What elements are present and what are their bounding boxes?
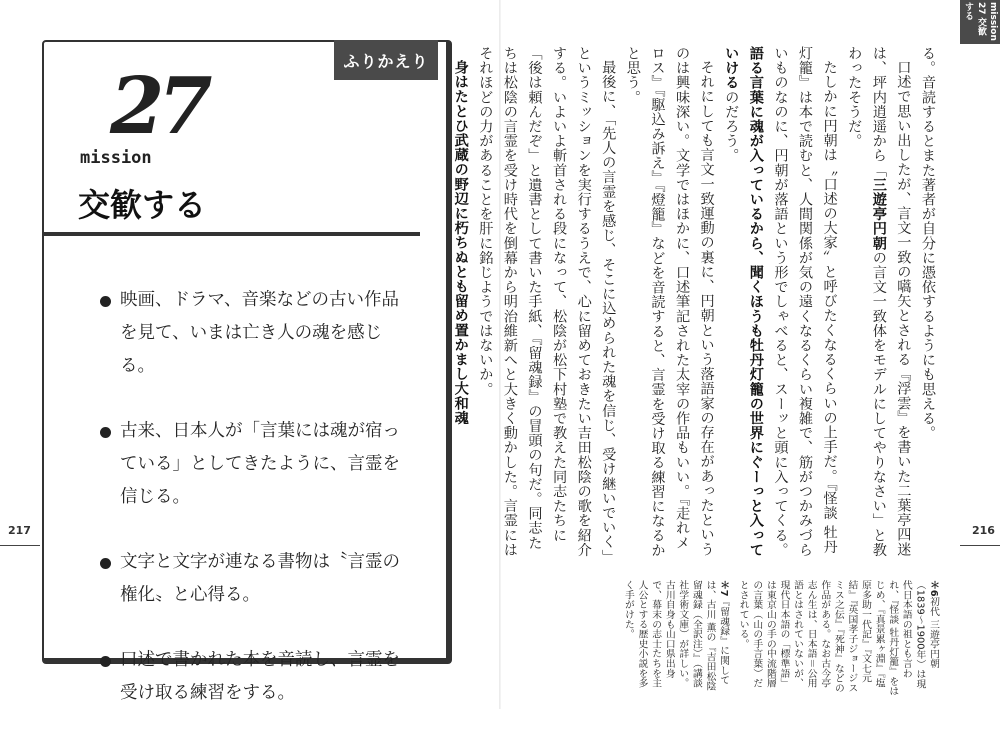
page-rule-left	[0, 545, 40, 546]
mission-label: mission	[80, 148, 152, 168]
footnote-marker: ＊6	[928, 580, 939, 597]
bullet-item: 文字と文字が連なる書物は〝言霊の権化〟と心得る。	[100, 546, 400, 612]
body-paragraph	[448, 46, 473, 558]
page-number-left: 217	[8, 524, 31, 537]
footnotes	[512, 580, 940, 696]
footnote-marker: ＊7	[718, 580, 730, 597]
body-segment: 口述で思い出したが、言文一致の嚆矢とされる『浮雲』を書いた二葉亭四迷は、坪内逍遥から「	[870, 46, 912, 557]
footnote	[621, 580, 730, 696]
body-segment: 最後に、「先人の言霊を感じ、そこに込められた魂を信じ、受け継いでいく」というミッションを実行するうえで、心に留めておきたい吉田松陰の歌を紹介する。いよいよ斬首される段になって、松陰が松下村塾で教えた同志たちに「後は頼んだぞ」と遺書として書いた手紙、『留魂録』の冒頭の句だ。同志たちは松陰の言霊を受け時代を倒幕から明治維新へと大きく動かした。言霊にはそれほどの力があることを肝に銘じようではないか。	[477, 46, 617, 557]
footnote	[736, 580, 940, 696]
body-segment: る。音読するとまた著者が自分に憑依するようにも思える。	[920, 46, 936, 441]
body-segment: のだろう。	[723, 89, 740, 163]
body-paragraph	[842, 46, 916, 558]
bullet-item: 口述で書かれた本を音読し、言霊を受け取る練習をする。	[100, 644, 400, 710]
body-paragraph	[915, 46, 940, 558]
page-number-right: 216	[972, 524, 995, 537]
body-segment: たしかに円朝は〝口述の大家〟と呼びたくなるくらいの上手だ。『怪談 牡丹灯籠』は本で読むと、人間関係が気の遠くなるくらい複雑で、筋がつかみづらいものなのに、円朝が落語という形でしゃべると、スーッと頭に入ってくる。	[772, 46, 838, 557]
body-paragraph	[719, 46, 842, 558]
review-tab: ふりかえり	[334, 40, 438, 80]
body-text	[452, 46, 940, 558]
page-rule-right	[960, 545, 1000, 546]
mission-corner-tab: mission 27 交歓する	[960, 0, 1000, 44]
footnote-text: 初代 三遊亭円朝（1839〜1900年）は現代日本語の祖とも言われ、『怪談 牡丹灯籠』をはじめ、『真景累ヶ淵』『塩原多助一代記』『文七元結』『英国孝子ジョージスミス之伝』『死神』などの作品がある。なお古今亭志ん生は、日本語＝公用語とはされていないが、現代日本語の「標準語」は東京山の手の中流階層の言葉（山の手言葉）だとされている。	[737, 580, 939, 696]
body-paragraph	[473, 46, 621, 558]
bullet-item: 古来、日本人が「言葉には魂が宿っている」としてきたように、言霊を信じる。	[100, 415, 400, 514]
mission-title: 交歓する	[78, 186, 207, 224]
emphasis-text: 身はたとひ武蔵の野辺に朽ちぬとも留め置かまし大和魂	[452, 60, 469, 426]
title-rule	[44, 232, 420, 236]
body-segment: の言文一致体をモデルにしてやりなさい」と教わったそうだ。	[846, 46, 887, 558]
review-card	[42, 40, 452, 703]
mission-number: 27	[110, 61, 207, 152]
bullet-item: 映画、ドラマ、音楽などの古い作品を見て、いまは亡き人の魂を感じる。	[100, 284, 400, 383]
body-segment: それにしても言文一致運動の裏に、円朝という落語家の存在があったというのは興味深い。文学ではほかに、口述筆記された太宰の作品もいい。『走れメロス』『駆込み訴え』『燈籠』などを音読すると、言霊を受け取る練習になるかと思う。	[624, 46, 715, 558]
emphasis-text: 語る言葉に魂が入っているから、聞くほうも牡丹灯籠の世界にぐーっと入っていける	[723, 46, 764, 557]
body-paragraph	[620, 46, 718, 558]
footnote-text: 『留魂録』に関しては、古川 薫の『吉田松陰 留魂録（全訳注）』（講談社学術文庫）が詳しい。古川自身も山口県出身で、幕末の志士たちを主人公とする歴史小説を多く手がけた。	[622, 580, 730, 691]
review-bullet-list	[100, 284, 400, 742]
emphasis-text: 三遊亭円朝	[870, 177, 887, 251]
